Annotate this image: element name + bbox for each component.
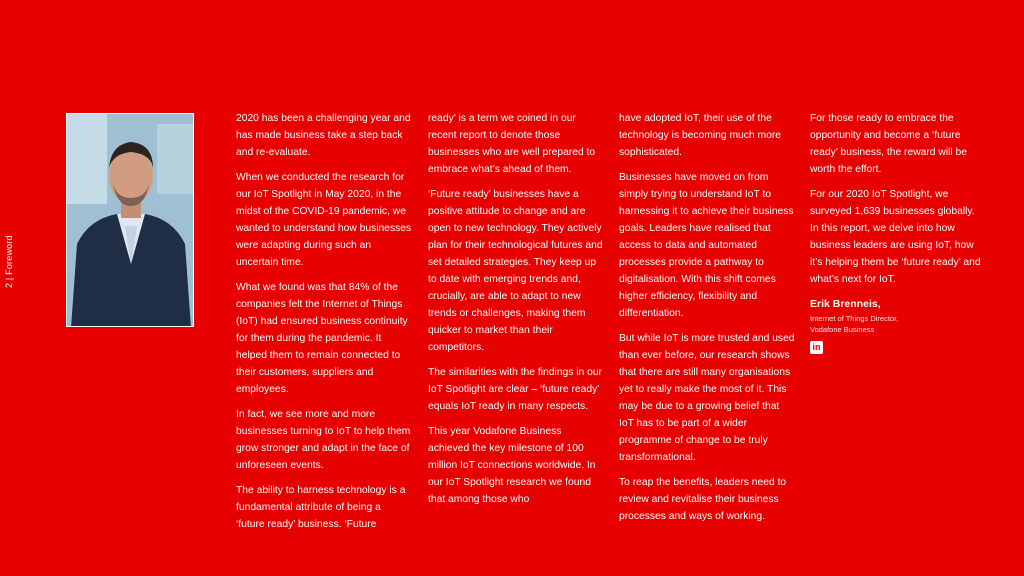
text-column-2 <box>428 110 604 516</box>
paragraph: ‘Future ready’ businesses have a positive attitude to change and are open to new technology. They actively plan for their technological futures and set detailed strategies. They keep up to date with emerging trends and, crucially, are able to adapt to new trends or challenges, making them quicker to market than their competitors. <box>428 189 603 353</box>
paragraph: This year Vodafone Business achieved the key milestone of 100 million IoT connections worldwide. In our IoT Spotlight research we found that among those who <box>428 426 596 505</box>
paragraph: 2020 has been a challenging year and has made business take a step back and re-evaluate. <box>236 113 411 158</box>
paragraph: have adopted IoT, their use of the technology is becoming much more sophisticated. <box>619 113 781 158</box>
author-photo <box>66 113 194 327</box>
text-column-1 <box>236 110 412 541</box>
author-company: Vodafone Business <box>810 325 875 334</box>
paragraph: Businesses have moved on from simply trying to understand IoT to harnessing it to achieve their business goals. Leaders have realised that access to data and automated processes provide a pathway to digitalisation. With this shift comes higher efficiency, flexibility and differentiation. <box>619 172 794 319</box>
paragraph: For our 2020 IoT Spotlight, we surveyed 1,639 businesses globally. In this report, we delve into how business leaders are using IoT, how it’s helping them be ‘future ready’ and what’s next for IoT. <box>810 189 981 285</box>
paragraph: In fact, we see more and more businesses turning to IoT to help them grow stronger and adapt in the face of unforeseen events. <box>236 409 411 471</box>
author-name: Erik Brenneis, <box>810 298 881 310</box>
text-column-3 <box>619 110 795 533</box>
paragraph: The ability to harness technology is a fundamental attribute of being a ‘future ready’ business. ‘Future <box>236 485 406 530</box>
text-column-4 <box>810 110 982 354</box>
paragraph: What we found was that 84% of the companies felt the Internet of Things (IoT) had ensured business continuity for them during the pandemic. It helped them to remain connected to their customers, suppliers and employees. <box>236 282 408 395</box>
paragraph: For those ready to embrace the opportunity and become a ‘future ready’ business, the reward will be worth the effort. <box>810 113 968 175</box>
paragraph: ready’ is a term we coined in our recent report to denote those businesses who are well prepared to embrace what’s ahead of them. <box>428 113 596 175</box>
author-title: Internet of Things Director, <box>810 314 899 323</box>
author-portrait <box>67 114 194 327</box>
paragraph: When we conducted the research for our IoT Spotlight in May 2020, in the midst of the COVID-19 pandemic, we wanted to understand how businesses were adapting during such an uncertain time. <box>236 172 412 268</box>
paragraph: The similarities with the findings in our IoT Spotlight are clear – ‘future ready’ equals IoT ready in many respects. <box>428 367 602 412</box>
paragraph: To reap the benefits, leaders need to review and revitalise their business processes and ways of working. <box>619 477 787 522</box>
paragraph: But while IoT is more trusted and used than ever before, our research shows that there are still many organisations yet to really make the most of it. This may be due to a growing belief that IoT has to be part of a wider programme of change to be truly transformational. <box>619 333 795 463</box>
linkedin-icon[interactable]: in <box>810 341 823 354</box>
page-number-label: 2 | Foreword <box>4 235 14 288</box>
